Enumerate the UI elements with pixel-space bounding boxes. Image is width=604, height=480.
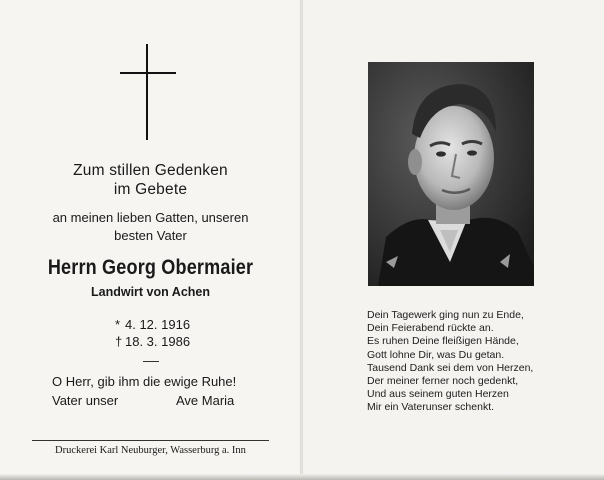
- death-date: 18. 3. 1986: [125, 334, 191, 349]
- poem-line: Dein Feierabend rückte an.: [367, 322, 494, 335]
- poem-line: Tausend Dank sei dem von Herzen,: [367, 361, 534, 374]
- poem-line: Der meiner ferner noch gedenkt,: [367, 374, 519, 387]
- cross-icon: [120, 44, 176, 140]
- prayer-vater-unser: Vater unser: [52, 393, 119, 408]
- divider-dash: [143, 361, 159, 362]
- death-date-line: [115, 334, 190, 349]
- prayer-line: O Herr, gib ihm die ewige Ruhe!: [52, 374, 237, 389]
- printer-credit: Druckerei Karl Neuburger, Wasserburg a. Inn: [55, 445, 246, 456]
- poem-line: Gott lohne Dir, was Du getan.: [367, 348, 505, 361]
- portrait-photo: [368, 62, 534, 286]
- memorial-poem: [367, 309, 533, 415]
- heading-line-2: im Gebete: [113, 181, 188, 198]
- birth-date: 4. 12. 1916: [125, 317, 191, 332]
- death-symbol: †: [115, 334, 123, 349]
- prayer-ave-maria: Ave Maria: [176, 393, 235, 408]
- deceased-name: Herrn Georg Obermaier: [47, 256, 254, 279]
- dedication-line-2: besten Vater: [114, 228, 187, 243]
- poem-line: Dein Tagewerk ging nun zu Ende,: [367, 309, 524, 321]
- occupation: Landwirt von Achen: [91, 285, 210, 299]
- poem-line: Es ruhen Deine fleißigen Hände,: [367, 335, 519, 348]
- birth-symbol: *: [115, 317, 121, 332]
- card-bottom-edge: [0, 474, 604, 480]
- heading-line-1: Zum stillen Gedenken: [73, 162, 228, 179]
- birth-date-line: [115, 317, 190, 332]
- dedication-line-1: an meinen lieben Gatten, unseren: [52, 210, 249, 225]
- poem-line: Und aus seinem guten Herzen: [367, 388, 509, 401]
- printer-rule: [32, 440, 269, 441]
- poem-line: Mir ein Vaterunser schenkt.: [367, 401, 495, 414]
